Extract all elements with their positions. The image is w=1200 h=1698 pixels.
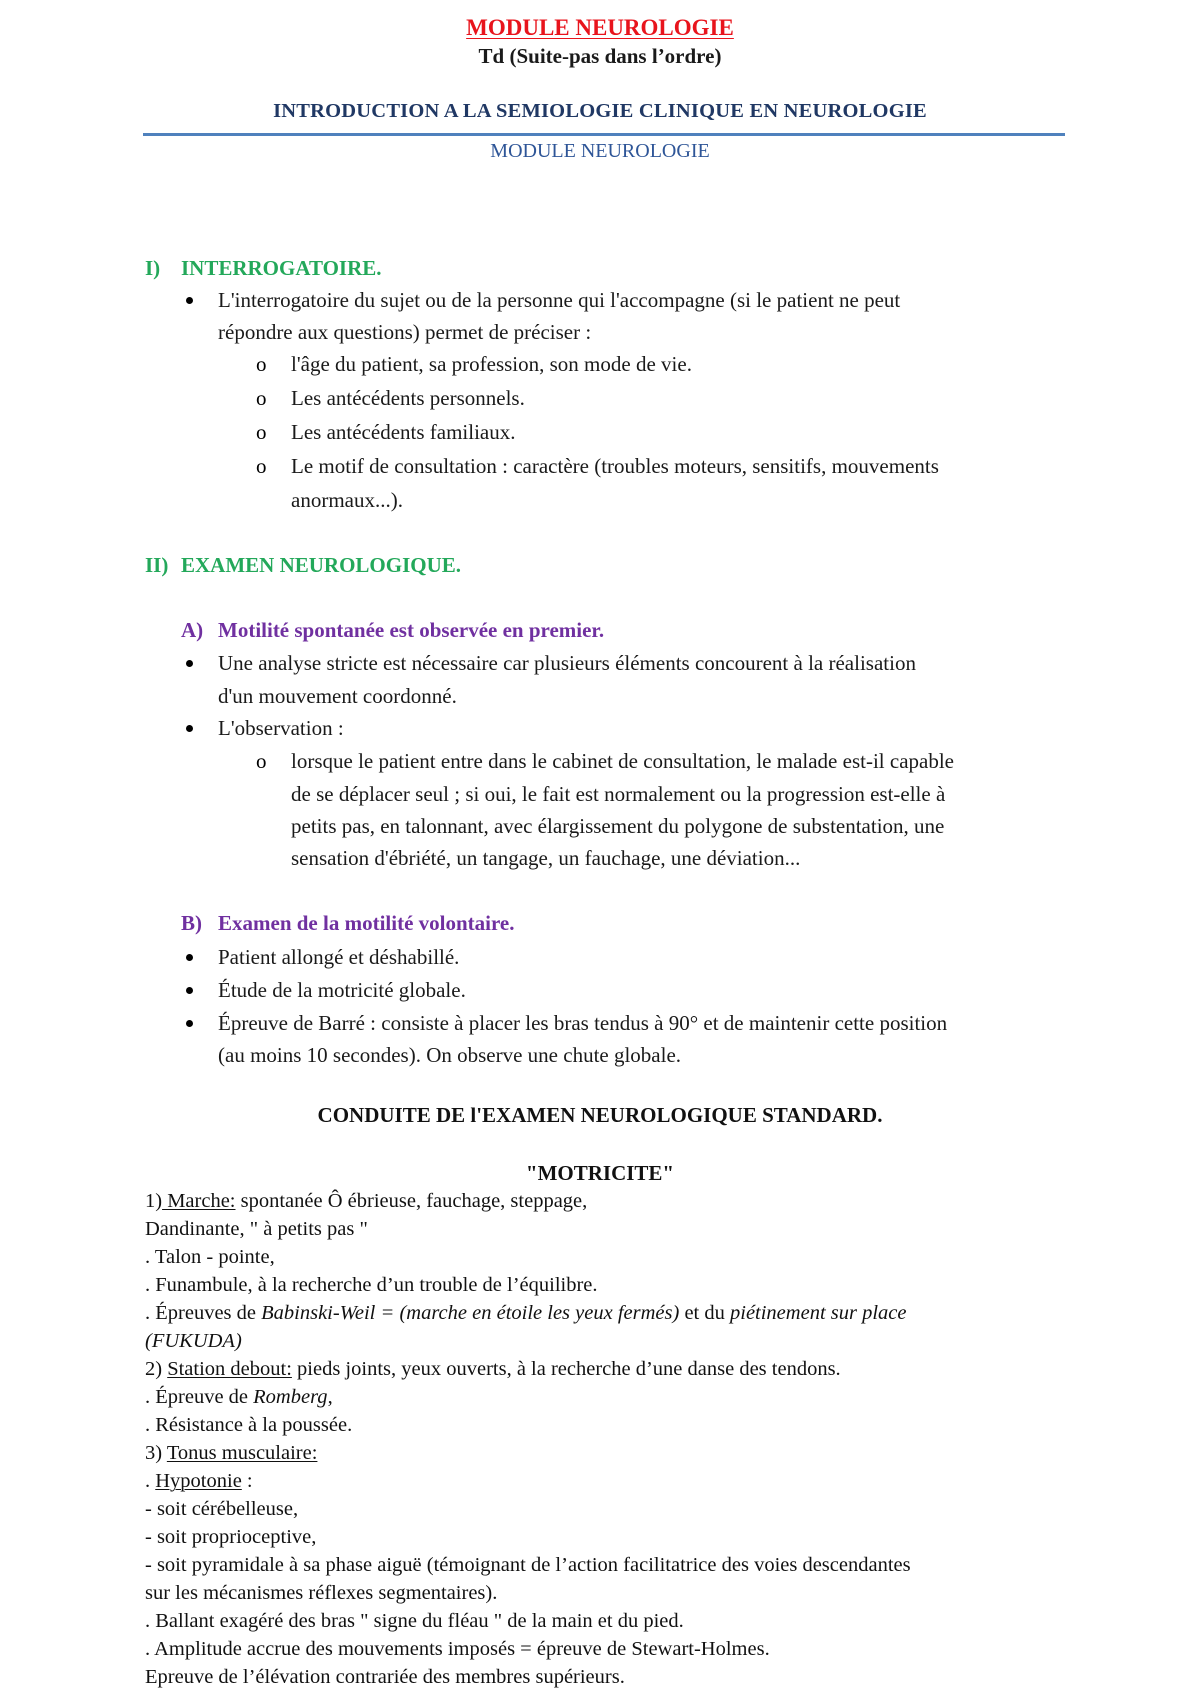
motricite-heading: "MOTRICITE" — [525, 1161, 675, 1185]
sub-bullet-icon: o — [256, 454, 267, 478]
text-line: Epreuve de l’élévation contrariée des membres supérieurs. — [145, 1666, 625, 1688]
text-line: . Épreuve de Romberg, — [145, 1386, 333, 1408]
document-title: MODULE NEUROLOGIE — [466, 15, 734, 40]
text-line: . Talon - pointe, — [145, 1246, 275, 1268]
section-1-number: I) — [145, 256, 161, 280]
text-line: 2) Station debout: pieds joints, yeux ouverts, à la recherche d’une danse des tendons. — [145, 1358, 841, 1380]
bullet-icon — [186, 1020, 193, 1027]
text-line: L'interrogatoire du sujet ou de la personne qui l'accompagne (si le patient ne peut — [218, 288, 901, 312]
sub-bullet-icon: o — [256, 352, 267, 376]
subsection-b-number: B) — [181, 911, 202, 935]
text-line: - soit proprioceptive, — [145, 1526, 317, 1548]
list-item: Le motif de consultation : caractère (troubles moteurs, sensitifs, mouvements — [291, 454, 939, 478]
text-line: . Épreuves de Babinski-Weil = (marche en étoile les yeux fermés) et du piétinement sur place — [145, 1302, 907, 1324]
text-line: (au moins 10 secondes). On observe une chute globale. — [218, 1043, 682, 1067]
text-line: de se déplacer seul ; si oui, le fait est normalement ou la progression est-elle à — [291, 782, 946, 806]
text-line: Étude de la motricité globale. — [218, 978, 466, 1002]
text-line: petits pas, en talonnant, avec élargissement du polygone de substentation, une — [291, 814, 945, 838]
subsection-b-title: Examen de la motilité volontaire. — [218, 911, 515, 935]
text-line: L'observation : — [218, 716, 344, 740]
text-line: Épreuve de Barré : consiste à placer les bras tendus à 90° et de maintenir cette position — [218, 1011, 948, 1035]
list-item: Les antécédents familiaux. — [291, 420, 516, 444]
text-line: d'un mouvement coordonné. — [218, 684, 457, 708]
text-line: . Ballant exagéré des bras " signe du fléau " de la main et du pied. — [145, 1610, 684, 1632]
bullet-icon — [186, 954, 193, 961]
sub-bullet-icon: o — [256, 386, 267, 410]
section-1-title: INTERROGATOIRE. — [181, 256, 382, 280]
text-line: lorsque le patient entre dans le cabinet de consultation, le malade est-il capable — [291, 749, 954, 773]
section-2-number: II) — [145, 553, 169, 577]
sub-bullet-icon: o — [256, 420, 267, 444]
bullet-icon — [186, 987, 193, 994]
bullet-icon — [186, 297, 193, 304]
text-line: . Amplitude accrue des mouvements imposés = épreuve de Stewart-Holmes. — [145, 1638, 770, 1660]
bullet-icon — [186, 725, 193, 732]
text-line: 1) Marche: spontanée Ô ébrieuse, fauchage, steppage, — [145, 1190, 588, 1212]
intro-heading: INTRODUCTION A LA SEMIOLOGIE CLINIQUE EN NEUROLOGIE — [273, 100, 927, 122]
subsection-a-number: A) — [181, 618, 204, 642]
text-line: anormaux...). — [291, 488, 403, 512]
text-line: Une analyse stricte est nécessaire car plusieurs éléments concourent à la réalisation — [218, 651, 916, 675]
text-line: . Funambule, à la recherche d’un trouble de l’équilibre. — [145, 1274, 598, 1296]
module-label: MODULE NEUROLOGIE — [490, 140, 710, 162]
text-line: (FUKUDA) — [145, 1330, 242, 1352]
section-2-title: EXAMEN NEUROLOGIQUE. — [181, 553, 462, 577]
text-line: Patient allongé et déshabillé. — [218, 945, 460, 969]
text-line: . Résistance à la poussée. — [145, 1414, 353, 1436]
text-line: - soit cérébelleuse, — [145, 1498, 299, 1520]
text-line: répondre aux questions) permet de préciser : — [218, 320, 592, 344]
list-item: l'âge du patient, sa profession, son mode de vie. — [291, 352, 692, 376]
list-item: Les antécédents personnels. — [291, 386, 525, 410]
sub-bullet-icon: o — [256, 749, 267, 773]
document-subtitle: Td (Suite-pas dans l’ordre) — [478, 44, 722, 68]
header-divider — [143, 133, 1065, 136]
subsection-a-title: Motilité spontanée est observée en premier. — [218, 618, 605, 642]
text-line: - soit pyramidale à sa phase aiguë (témoignant de l’action facilitatrice des voies descendantes — [145, 1554, 911, 1576]
bullet-icon — [186, 660, 193, 667]
text-line: 3) Tonus musculaire: — [145, 1442, 318, 1464]
text-line: sensation d'ébriété, un tangage, un fauchage, une déviation... — [291, 846, 801, 870]
text-line: sur les mécanismes réflexes segmentaires). — [145, 1582, 498, 1604]
text-line: . Hypotonie : — [145, 1470, 253, 1492]
conduite-heading: CONDUITE DE l'EXAMEN NEUROLOGIQUE STANDARD. — [317, 1103, 883, 1127]
text-line: Dandinante, " à petits pas " — [145, 1218, 368, 1240]
